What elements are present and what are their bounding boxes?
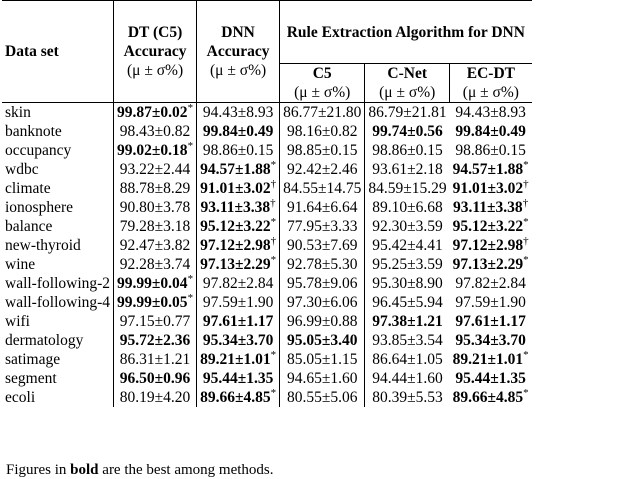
footnote-post: are the best among methods. [98, 462, 274, 478]
significance-mark: † [270, 234, 277, 247]
cell-value: 99.87±0.02 [117, 104, 188, 121]
cell-value: 98.16±0.82 [286, 123, 358, 140]
table-cell [365, 179, 450, 198]
cell-value: 94.57±1.88 [452, 161, 524, 178]
table-cell [280, 312, 365, 331]
dataset-name: wall-following-2 [2, 274, 114, 293]
cell-value: 97.59±1.90 [202, 294, 274, 311]
cell-value: 80.19±4.20 [119, 389, 191, 406]
significance-mark: * [187, 101, 194, 114]
table-cell [280, 103, 365, 123]
table-cell [114, 141, 197, 160]
cell-value: 95.34±3.70 [455, 332, 526, 349]
significance-mark: * [187, 291, 194, 304]
footnote [6, 462, 274, 479]
cell-value: 97.12±2.98 [452, 237, 524, 254]
cell-value: 97.13±2.29 [452, 256, 524, 273]
table-row [2, 350, 532, 369]
significance-mark: † [522, 196, 529, 209]
table-cell [114, 369, 197, 388]
table-cell [280, 198, 365, 217]
table-cell [114, 350, 197, 369]
cell-value: 90.80±3.78 [119, 199, 191, 216]
table-cell [197, 122, 280, 141]
table-cell [197, 141, 280, 160]
footnote-pre: Figures in [6, 462, 71, 478]
cell-value: 93.22±2.44 [119, 161, 191, 178]
table-cell [280, 141, 365, 160]
cell-value: 94.65±1.60 [286, 370, 358, 387]
cell-value: 97.15±0.77 [119, 313, 191, 330]
footnote-bold: bold [70, 462, 99, 478]
table-cell [197, 312, 280, 331]
table-row [2, 331, 532, 350]
table-cell [365, 217, 450, 236]
table-cell [197, 350, 280, 369]
dataset-header: Data set [2, 1, 114, 103]
significance-mark: * [270, 253, 277, 266]
table-cell [114, 103, 197, 123]
rule-extraction-header: Rule Extraction Algorithm for DNN [280, 1, 532, 64]
dataset-name: balance [2, 217, 114, 236]
table-cell [280, 331, 365, 350]
table-cell [450, 179, 532, 198]
table-cell [450, 217, 532, 236]
table-cell [450, 350, 532, 369]
cell-value: 94.43±8.93 [455, 104, 526, 121]
cell-value: 92.28±3.74 [119, 256, 191, 273]
table-cell [365, 274, 450, 293]
significance-mark: * [270, 348, 277, 361]
dataset-name: segment [2, 369, 114, 388]
dataset-name: banknote [2, 122, 114, 141]
table-row [2, 179, 532, 198]
table-row [2, 293, 532, 312]
table-cell [450, 312, 532, 331]
cell-value: 98.86±0.15 [202, 142, 274, 159]
significance-mark: † [523, 234, 529, 247]
table-cell [114, 293, 197, 312]
cell-value: 96.45±5.94 [372, 294, 443, 311]
significance-mark: * [270, 158, 277, 171]
table-cell [280, 160, 365, 179]
cell-value: 95.72±2.36 [119, 332, 191, 349]
table-cell [450, 255, 532, 274]
cell-value: 99.84±0.49 [202, 123, 274, 140]
significance-mark: * [523, 253, 529, 266]
dataset-name: dermatology [2, 331, 114, 350]
cell-value: 89.66±4.85 [452, 389, 524, 406]
cell-value: 95.78±9.06 [286, 275, 358, 292]
table-cell [280, 217, 365, 236]
cell-value: 94.44±1.60 [372, 370, 443, 387]
cell-value: 86.31±1.21 [119, 351, 191, 368]
table-cell [450, 331, 532, 350]
cell-value: 94.43±8.93 [202, 104, 274, 121]
cell-value: 95.42±4.41 [372, 237, 443, 254]
significance-mark: † [270, 177, 277, 190]
cell-value: 96.99±0.88 [286, 313, 358, 330]
cell-value: 95.44±1.35 [202, 370, 274, 387]
dataset-name: wall-following-4 [2, 293, 114, 312]
table-cell [280, 369, 365, 388]
cell-value: 91.01±3.02 [200, 180, 271, 197]
table-cell [365, 141, 450, 160]
cell-value: 86.77±21.80 [283, 104, 362, 121]
cell-value: 80.39±5.53 [372, 389, 443, 406]
cell-value: 91.01±3.02 [452, 180, 524, 197]
table-cell [450, 122, 532, 141]
table-cell [197, 369, 280, 388]
table-cell [280, 179, 365, 198]
table-cell [114, 160, 197, 179]
table-cell [450, 369, 532, 388]
table-cell [365, 103, 450, 123]
cell-value: 93.11±3.38 [200, 199, 271, 216]
cell-value: 92.78±5.30 [286, 256, 358, 273]
cell-value: 95.12±3.22 [452, 218, 524, 235]
table-cell [280, 293, 365, 312]
table-row [2, 217, 532, 236]
cell-value: 97.59±1.90 [455, 294, 526, 311]
table-cell [365, 255, 450, 274]
cnet-header: C-Net (μ ± σ%) [365, 64, 450, 103]
cell-value: 99.02±0.18 [117, 142, 188, 159]
table-cell [280, 388, 365, 407]
table-row [2, 141, 532, 160]
table-cell [280, 236, 365, 255]
dataset-name: wdbc [2, 160, 114, 179]
cell-value: 97.82±2.84 [202, 275, 274, 292]
table-cell [114, 255, 197, 274]
cell-value: 98.43±0.82 [119, 123, 191, 140]
cell-value: 95.30±8.90 [372, 275, 443, 292]
cell-value: 92.42±2.46 [286, 161, 358, 178]
table-cell [197, 103, 280, 123]
table-cell [114, 236, 197, 255]
significance-mark: * [523, 158, 529, 171]
table-cell [365, 160, 450, 179]
table-cell [114, 198, 197, 217]
table-cell [197, 274, 280, 293]
cell-value: 93.85±3.54 [372, 332, 443, 349]
cell-value: 96.50±0.96 [119, 370, 191, 387]
cell-value: 89.21±1.01 [452, 351, 524, 368]
cell-value: 92.30±3.59 [372, 218, 443, 235]
cell-value: 86.64±1.05 [372, 351, 443, 368]
cell-value: 98.86±0.15 [372, 142, 443, 159]
significance-mark: * [523, 386, 529, 399]
table-row [2, 312, 532, 331]
table-row [2, 236, 532, 255]
dataset-name: ecoli [2, 388, 114, 407]
cell-value: 90.53±7.69 [286, 237, 358, 254]
table-cell [280, 255, 365, 274]
dnn-accuracy-header: DNN Accuracy (μ ± σ%) [197, 1, 280, 103]
table-cell [197, 217, 280, 236]
table-row [2, 369, 532, 388]
table-cell [365, 388, 450, 407]
cell-value: 89.10±6.68 [372, 199, 443, 216]
dt-accuracy-header: DT (C5) Accuracy (μ ± σ%) [114, 1, 197, 103]
table-cell [450, 103, 532, 123]
dataset-name: wifi [2, 312, 114, 331]
table-cell [114, 217, 197, 236]
cell-value: 93.11±3.38 [453, 199, 523, 216]
cell-value: 93.61±2.18 [372, 161, 443, 178]
cell-value: 84.59±15.29 [368, 180, 447, 197]
table-cell [280, 274, 365, 293]
cell-value: 97.30±6.06 [286, 294, 358, 311]
cell-value: 98.86±0.15 [455, 142, 526, 159]
significance-mark: * [270, 215, 277, 228]
dataset-name: satimage [2, 350, 114, 369]
cell-value: 94.57±1.88 [200, 161, 271, 178]
table-cell [197, 160, 280, 179]
table-cell [197, 198, 280, 217]
table-cell [197, 236, 280, 255]
cell-value: 99.74±0.56 [372, 123, 443, 140]
table-cell [450, 141, 532, 160]
table-cell [114, 122, 197, 141]
cell-value: 91.64±6.64 [286, 199, 358, 216]
dataset-name: climate [2, 179, 114, 198]
table-cell [450, 388, 532, 407]
table-cell [365, 122, 450, 141]
cell-value: 95.12±3.22 [200, 218, 271, 235]
cell-value: 95.34±3.70 [202, 332, 274, 349]
cell-value: 84.55±14.75 [283, 180, 362, 197]
table-cell [114, 331, 197, 350]
cell-value: 97.13±2.29 [200, 256, 271, 273]
significance-mark: * [523, 215, 529, 228]
table-row [2, 255, 532, 274]
ecdt-header: EC-DT (μ ± σ%) [450, 64, 532, 103]
results-table [2, 0, 532, 407]
table-cell [450, 160, 532, 179]
table-cell [114, 179, 197, 198]
cell-value: 89.21±1.01 [200, 351, 271, 368]
significance-mark: * [523, 348, 529, 361]
table-cell [450, 274, 532, 293]
significance-mark: * [270, 386, 277, 399]
cell-value: 98.85±0.15 [286, 142, 358, 159]
table-cell [197, 293, 280, 312]
cell-value: 97.61±1.17 [455, 313, 526, 330]
table-cell [197, 331, 280, 350]
table-cell [365, 236, 450, 255]
cell-value: 95.44±1.35 [455, 370, 526, 387]
cell-value: 97.61±1.17 [202, 313, 274, 330]
table-cell [365, 293, 450, 312]
table-cell [197, 255, 280, 274]
results-body [2, 103, 532, 408]
cell-value: 95.25±3.59 [372, 256, 443, 273]
header-row-1 [2, 1, 532, 64]
table-row [2, 274, 532, 293]
dataset-name: skin [2, 103, 114, 123]
table-cell [114, 388, 197, 407]
table-cell [365, 331, 450, 350]
dataset-name: occupancy [2, 141, 114, 160]
table-cell [450, 236, 532, 255]
cell-value: 88.78±8.29 [119, 180, 191, 197]
table-row [2, 388, 532, 407]
table-cell [114, 312, 197, 331]
table-cell [197, 388, 280, 407]
cell-value: 99.84±0.49 [455, 123, 526, 140]
table-row [2, 160, 532, 179]
cell-value: 97.12±2.98 [200, 237, 271, 254]
cell-value: 77.95±3.33 [286, 218, 358, 235]
table-cell [365, 198, 450, 217]
significance-mark: * [187, 139, 194, 152]
table-cell [114, 274, 197, 293]
table-cell [365, 312, 450, 331]
table-cell [280, 350, 365, 369]
table-row [2, 122, 532, 141]
cell-value: 80.55±5.06 [286, 389, 358, 406]
table-cell [365, 369, 450, 388]
significance-mark: * [187, 272, 194, 285]
dataset-name: new-thyroid [2, 236, 114, 255]
significance-mark: † [270, 196, 276, 209]
cell-value: 86.79±21.81 [368, 104, 447, 121]
cell-value: 99.99±0.05 [117, 294, 188, 311]
table-row [2, 103, 532, 123]
cell-value: 85.05±1.15 [286, 351, 358, 368]
table-cell [197, 179, 280, 198]
table-cell [450, 198, 532, 217]
dataset-name: wine [2, 255, 114, 274]
table-cell [280, 122, 365, 141]
significance-mark: † [523, 177, 529, 190]
dataset-name: ionosphere [2, 198, 114, 217]
cell-value: 97.82±2.84 [455, 275, 526, 292]
table-cell [450, 293, 532, 312]
c5-header: C5 (μ ± σ%) [280, 64, 365, 103]
table-cell [365, 350, 450, 369]
cell-value: 95.05±3.40 [286, 332, 358, 349]
cell-value: 99.99±0.04 [117, 275, 188, 292]
cell-value: 79.28±3.18 [119, 218, 191, 235]
table-row [2, 198, 532, 217]
cell-value: 97.38±1.21 [372, 313, 443, 330]
cell-value: 89.66±4.85 [200, 389, 271, 406]
cell-value: 92.47±3.82 [119, 237, 191, 254]
